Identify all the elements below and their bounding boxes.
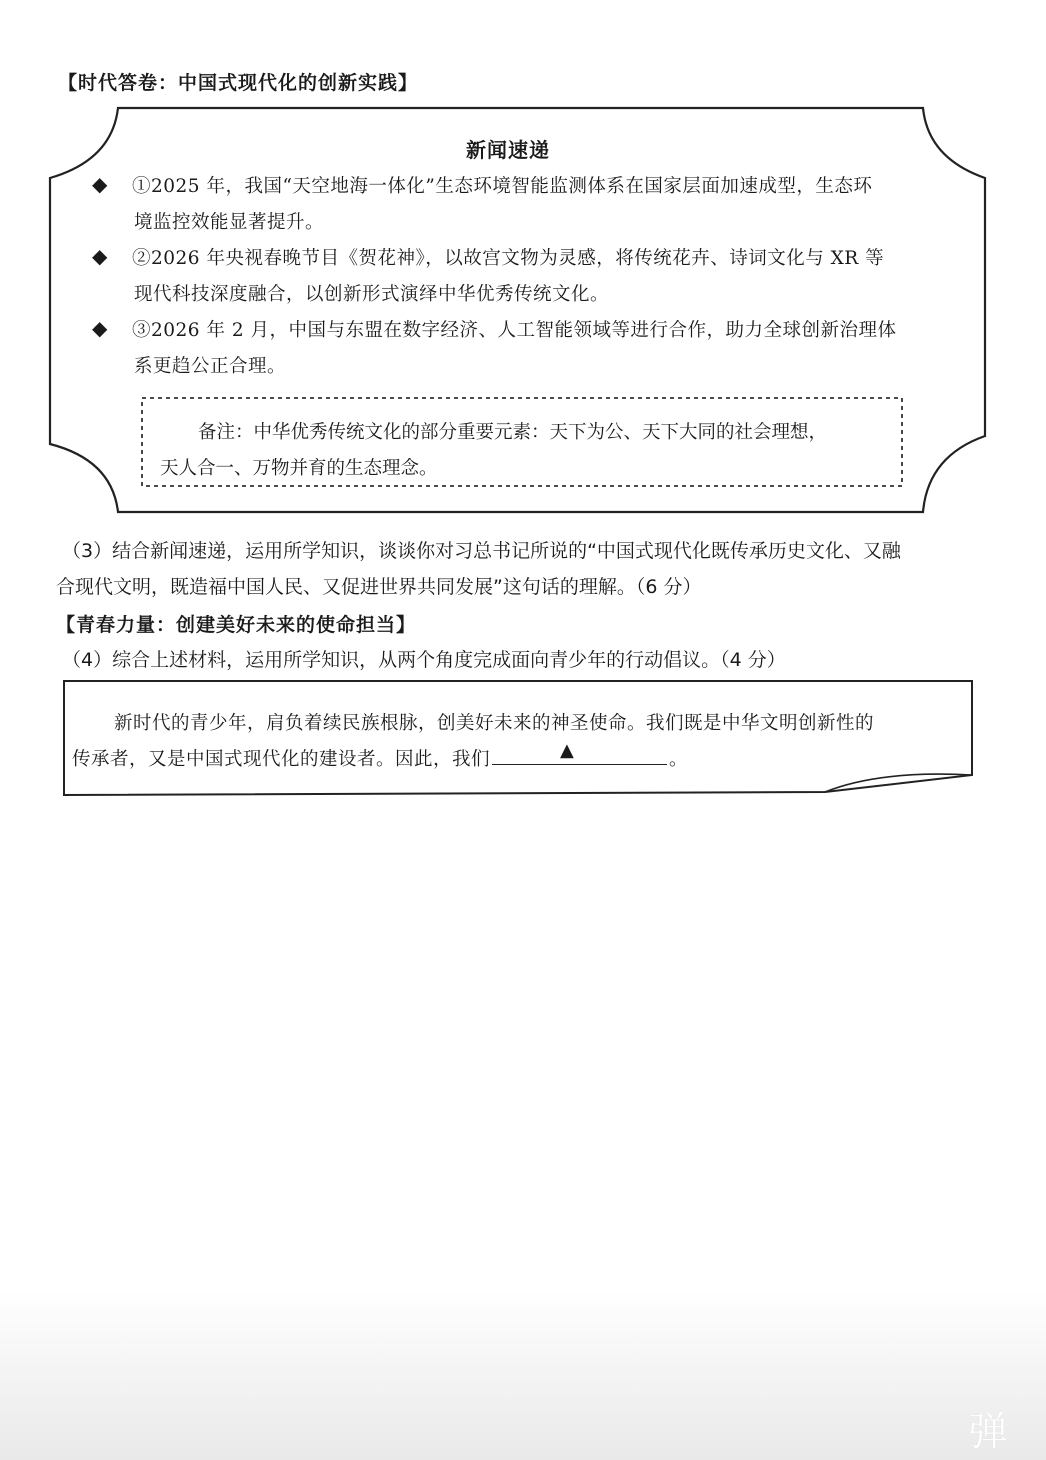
question-4: （4）综合上述材料，运用所学知识，从两个角度完成面向青少年的行动倡议。（4 分） xyxy=(62,649,786,671)
question-3-line1: （3）结合新闻速递，运用所学知识，谈谈你对习总书记所说的“中国式现代化既传承历史文化、又融 xyxy=(62,540,901,562)
watermark: 弹 xyxy=(968,1409,1008,1455)
news-item-2-line1: ②2026 年央视春晚节目《贺花神》，以故宫文物为灵感，将传统花卉、诗词文化与 XR 等 xyxy=(132,248,885,269)
bullet-2: ◆ xyxy=(92,244,108,268)
question-3-line2: 合现代文明，既造福中国人民、又促进世界共同发展”这句话的理解。（6 分） xyxy=(56,576,702,598)
news-title: 新闻速递 xyxy=(466,138,550,162)
proposal-line1: 新时代的青少年，肩负着续民族根脉，创美好未来的神圣使命。我们既是中华文明创新性的 xyxy=(114,713,875,734)
proposal-line2 xyxy=(72,740,689,771)
news-item-1-line1: ①2025 年，我国“天空地海一体化”生态环境智能监测体系在国家层面加速成型，生态环 xyxy=(132,176,873,197)
news-item-1-line2: 境监控效能显著提升。 xyxy=(134,212,325,233)
bullet-3: ◆ xyxy=(92,316,108,340)
news-item-3-line2: 系更趋公正合理。 xyxy=(134,356,287,377)
section-title-era: 【时代答卷：中国式现代化的创新实践】 xyxy=(58,72,419,94)
proposal-line2-suffix: 。 xyxy=(669,749,689,770)
triangle-marker-icon: ▲ xyxy=(560,740,575,761)
bullet-1: ◆ xyxy=(92,172,108,196)
section-title-youth: 【青春力量：创建美好未来的使命担当】 xyxy=(56,614,417,636)
note-line1: 备注：中华优秀传统文化的部分重要元素：天下为公、天下大同的社会理想， xyxy=(198,422,828,443)
answer-blank[interactable] xyxy=(492,740,667,765)
proposal-line2-prefix: 传承者，又是中国式现代化的建设者。因此，我们 xyxy=(72,749,491,770)
news-item-3-line1: ③2026 年 2 月，中国与东盟在数字经济、人工智能领域等进行合作，助力全球创新治理体 xyxy=(132,320,897,341)
note-line2: 天人合一、万物并育的生态理念。 xyxy=(160,458,438,479)
news-item-2-line2: 现代科技深度融合，以创新形式演绎中华优秀传统文化。 xyxy=(134,284,610,305)
